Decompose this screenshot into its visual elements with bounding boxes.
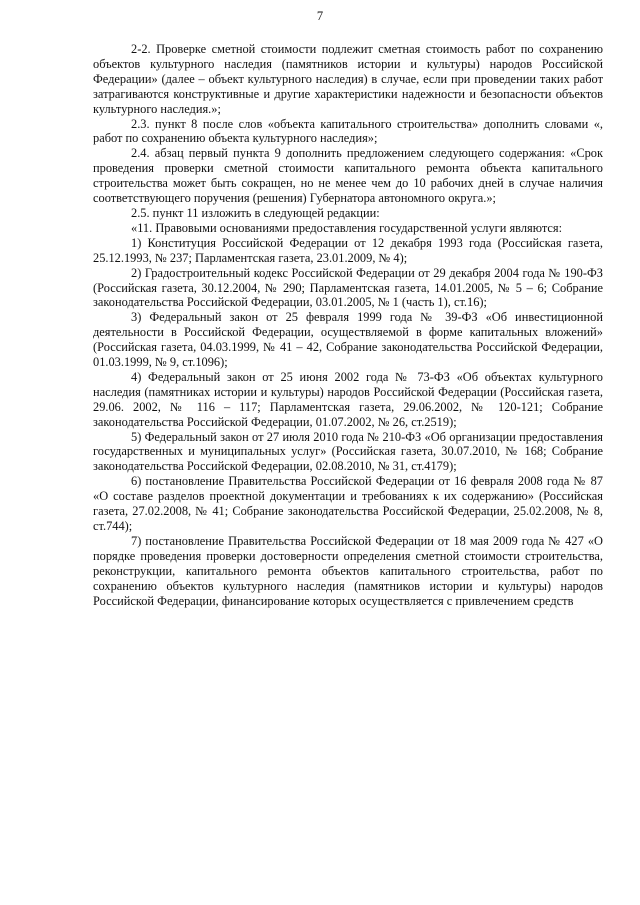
paragraph-2-5: 2.5. пункт 11 изложить в следующей редакции: — [131, 205, 380, 220]
paragraph-2-2: 2-2. Проверке сметной стоимости подлежит сметная стоимость работ по сохранению объектов культурного наследия (памятников истории и культуры) народов Российской Федерации» (далее – объект культурного наследия) в случае, если при проведении таких работ затрагиваются конструктивные и другие характеристики надежности и безопасности объектов культурного наследия.»; — [93, 42, 603, 116]
document-body — [93, 42, 603, 608]
paragraph-2-3: 2.3. пункт 8 после слов «объекта капитального строительства» дополнить словами «, работ по сохранению объекта культурного наследия»; — [93, 116, 603, 146]
paragraph-2-4: 2.4. абзац первый пункта 9 дополнить предложением следующего содержания: «Срок проведения проверки сметной стоимости капитального ремонта объекта капитального строительства может быть сокращен, но не менее чем до 10 рабочих дней в случае наличия соответствующего поручения (решения) Губернатора автономного округа.»; — [93, 146, 603, 206]
list-item-2: 2) Градостроительный кодекс Российской Федерации от 29 декабря 2004 года № 190-ФЗ (Российская газета, 30.12.2004, № 290; Парламентская газета, 14.01.2005, № 5 – 6; Собрание законодательства Российской Федерации, 03.01.2005, № 1 (часть 1), ст.16); — [93, 265, 603, 310]
page-number: 7 — [316, 9, 324, 23]
list-item-6: 6) постановление Правительства Российской Федерации от 16 февраля 2008 года № 87 «О составе разделов проектной документации и требованиях к их содержанию» (Российская газета, 27.02.2008, № 41; Собрание законодательства Российской Федерации, 25.02.2008, № 8, ст.744); — [93, 474, 603, 533]
list-item-3: 3) Федеральный закон от 25 февраля 1999 года № 39-ФЗ «Об инвестиционной деятельности в Российской Федерации, осуществляемой в форме капитальных вложений» (Российская газета, 04.03.1999, № 41 – 42, Собрание законодательства Российской Федерации, 01.03.1999, № 9, ст.1096); — [93, 310, 603, 370]
list-item-1: 1) Конституция Российской Федерации от 12 декабря 1993 года (Российская газета, 25.12.1993, № 237; Парламентская газета, 23.01.2009, № 4); — [93, 235, 603, 265]
list-item-7: 7) постановление Правительства Российской Федерации от 18 мая 2009 года № 427 «О порядке проведения проверки достоверности определения сметной стоимости строительства, реконструкции, капитального ремонта объектов капитального строительства, работ по сохранению объектов культурного наследия (памятников истории и культуры) народов Российской Федерации, финансирование которых осуществляется с привлечением средств — [93, 533, 603, 608]
list-item-5: 5) Федеральный закон от 27 июля 2010 года № 210-ФЗ «Об организации предоставления государственных и муниципальных услуг» (Российская газета, 30.07.2010, № 168; Собрание законодательства Российской Федерации, 02.08.2010, № 31, ст.4179); — [93, 429, 603, 474]
paragraph-11-intro: «11. Правовыми основаниями предоставления государственной услуги являются: — [131, 220, 563, 235]
list-item-4: 4) Федеральный закон от 25 июня 2002 года № 73-ФЗ «Об объектах культурного наследия (памятниках истории и культуры) народов Российской Федерации (Российская газета, 29.06. 2002, № 116 – 117; Парламентская газета, 29.06.2002, № 120-121; Собрание законодательства Российской Федерации, 01.07.2002, № 26, ст.2519); — [93, 369, 603, 429]
